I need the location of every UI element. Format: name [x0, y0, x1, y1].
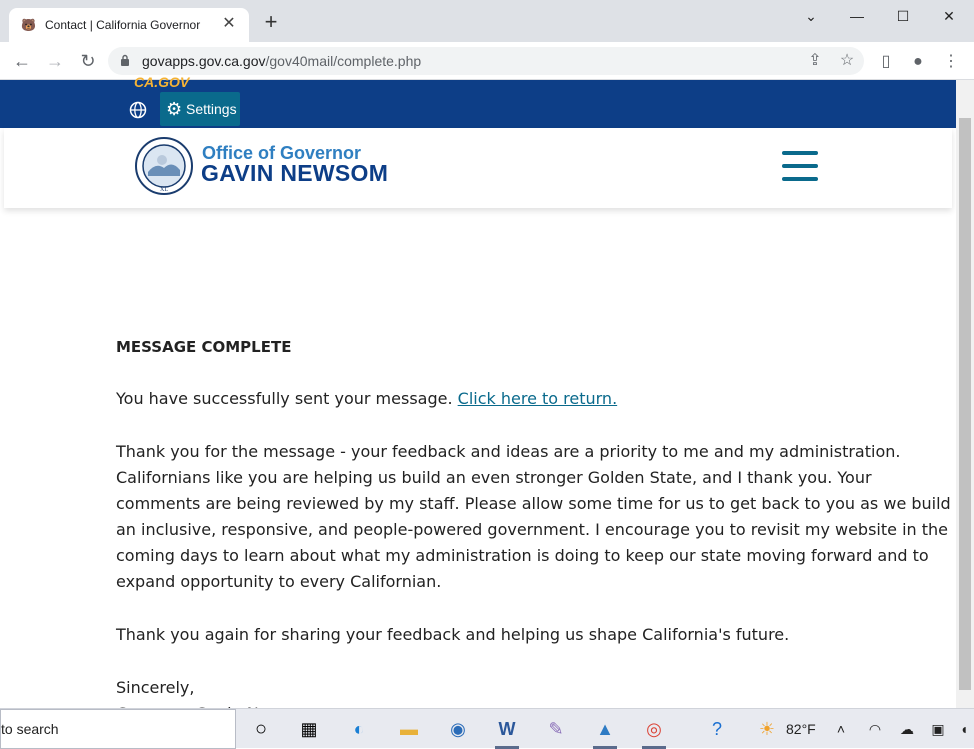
- task-view-icon[interactable]: ○: [254, 718, 268, 740]
- minimize-icon[interactable]: —: [850, 8, 864, 24]
- utility-bar: [0, 74, 956, 128]
- help-icon[interactable]: ?: [711, 719, 722, 739]
- paint-icon[interactable]: ✎: [548, 719, 564, 739]
- thanks-text: Thank you again for sharing your feedback and helping us shape California's future.: [116, 625, 790, 644]
- address-bar[interactable]: [108, 47, 864, 75]
- device-icon[interactable]: ▣: [931, 721, 945, 737]
- speaker-icon[interactable]: ◖: [959, 721, 969, 737]
- search-text: to search: [1, 721, 59, 737]
- menu-kebab-icon[interactable]: ⋮: [943, 53, 959, 70]
- chevron-up-icon[interactable]: ˄: [836, 721, 846, 737]
- settings-label: Settings: [186, 101, 237, 117]
- url-text: [142, 53, 421, 69]
- weather-temperature[interactable]: 82°F: [786, 721, 816, 737]
- svg-text:XL: XL: [160, 187, 168, 193]
- page-scrollbar[interactable]: [956, 80, 974, 708]
- photos-icon[interactable]: ▲: [591, 715, 619, 743]
- return-link[interactable]: Click here to return.: [457, 389, 618, 408]
- sent-confirmation: [116, 386, 956, 412]
- forward-icon[interactable]: →: [46, 51, 64, 71]
- office-title[interactable]: Office of Governor: [202, 143, 362, 163]
- side-panel-icon[interactable]: ▯: [881, 53, 891, 70]
- message-body: Thank you for the message - your feedback and ideas are a priority to me and my administration. Californians like you are helping us build an even stronger Golden State, and I thank you. Your comments are being reviewed by my staff. Please allow some time for us to get back to you as we build an inclusive, responsive, and people-powered government. I encourage you to revisit my website in the coming days to learn about what my administration is doing to keep our state moving forward and to expand opportunity to every Californian.: [116, 442, 951, 591]
- new-tab-icon[interactable]: +: [264, 9, 278, 34]
- bookmark-star-icon[interactable]: ☆: [839, 52, 855, 69]
- lock-icon: [120, 54, 130, 66]
- url-path: /gov40mail/complete.php: [265, 53, 422, 69]
- maximize-icon[interactable]: ☐: [896, 8, 910, 24]
- web-page: [0, 74, 956, 708]
- gear-icon: ⚙: [166, 99, 183, 119]
- scrollbar-thumb[interactable]: [959, 118, 971, 690]
- cloud-icon[interactable]: ☁: [900, 721, 914, 737]
- file-explorer-icon[interactable]: ▬: [400, 719, 418, 739]
- app-icon[interactable]: ◉: [450, 719, 466, 739]
- globe-icon[interactable]: [128, 100, 148, 120]
- url-host: govapps.gov.ca.gov: [142, 53, 266, 69]
- taskbar-search-box[interactable]: [0, 709, 236, 749]
- wifi-icon[interactable]: ◠: [868, 721, 882, 737]
- tab-search-icon[interactable]: ⌄: [805, 8, 817, 24]
- cagov-logo[interactable]: CA.GOV: [134, 74, 190, 90]
- back-icon[interactable]: ←: [13, 51, 31, 71]
- settings-button[interactable]: [160, 92, 240, 126]
- chrome-icon[interactable]: ◎: [640, 715, 668, 743]
- close-tab-icon[interactable]: ✕: [222, 15, 236, 32]
- governor-name[interactable]: GAVIN NEWSOM: [201, 160, 389, 186]
- share-icon[interactable]: ⇪: [808, 52, 822, 69]
- taskbar: [0, 708, 974, 748]
- bear-favicon-icon: 🐻: [21, 18, 36, 32]
- weather-icon[interactable]: ☀: [758, 719, 776, 739]
- message-content: [116, 338, 956, 727]
- widgets-icon[interactable]: ▦: [300, 719, 318, 739]
- tab-title: Contact | California Governor: [45, 18, 201, 32]
- reload-icon[interactable]: ↻: [80, 51, 96, 71]
- browser-tab-strip: [0, 0, 974, 42]
- close-window-icon[interactable]: ✕: [943, 8, 955, 24]
- closing-text: Sincerely,: [116, 678, 195, 697]
- hamburger-menu-icon[interactable]: [782, 151, 818, 183]
- browser-tab[interactable]: [9, 8, 249, 42]
- edge-browser-icon[interactable]: ◐: [353, 719, 365, 739]
- state-seal-icon[interactable]: [134, 136, 194, 196]
- message-heading: MESSAGE COMPLETE: [116, 338, 292, 356]
- site-header: [4, 128, 952, 208]
- word-icon[interactable]: W: [493, 715, 521, 743]
- sent-text: You have successfully sent your message.: [116, 389, 458, 408]
- profile-avatar-icon[interactable]: ●: [913, 53, 923, 70]
